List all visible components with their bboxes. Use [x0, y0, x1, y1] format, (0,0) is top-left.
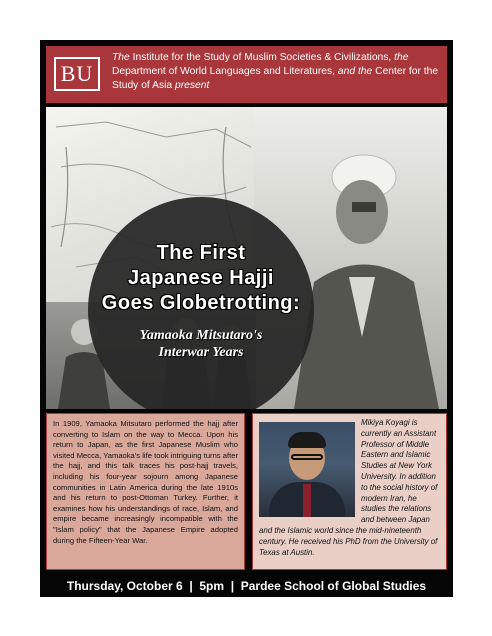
presenters-text — [112, 51, 442, 93]
presenters-text-part: Department of World Languages and Literatures, — [112, 66, 338, 77]
collage-image — [46, 107, 447, 409]
title-circle — [88, 197, 314, 409]
speaker-bio-box — [252, 413, 447, 570]
abstract-box — [46, 413, 245, 570]
presenters-text-part: The — [112, 52, 130, 63]
bu-logo: BU — [54, 57, 100, 91]
presenters-text-part: the — [394, 52, 409, 63]
poster — [40, 40, 453, 609]
title-line-2: Japanese Hajji — [128, 267, 274, 289]
event-address: 121 Bay State Road — [190, 595, 303, 609]
event-subtitle — [88, 327, 314, 361]
event-details — [40, 578, 453, 610]
subtitle-line-1: Yamaoka Mitsutaro's — [139, 328, 263, 343]
presenters-text-part: present — [174, 80, 210, 91]
presenters-text-part: Center for the Study of Asia — [112, 66, 439, 91]
abstract-text: In 1909, Yamaoka Mitsutaro performed the hajj after converting to Islam on the way to Mecca. Upon his return to Japan, as the first Japanese Muslim who visited Mecca, Yamaoka's life took intriguing turns after the hajj, and this talk traces his post-hajj travels, including his four-year sojourn among Japanese communities in Latin America during the late 1910s and his return to post-Ottoman Turkey. Further, it examines how his understandings of race, Islam, and empire became increasingly incompatible with the "Islam policy" that the Japanese Empire adopted during the Fifteen-Year War. — [53, 419, 238, 545]
presenters-text-part: and the — [337, 66, 373, 77]
title-line-1: The First — [156, 242, 246, 264]
header-banner — [46, 46, 447, 103]
title-line-3: Goes Globetrotting: — [101, 292, 301, 314]
speaker-photo — [259, 422, 355, 517]
event-title — [88, 241, 314, 316]
event-date-location: Thursday, October 6 | 5pm | Pardee School of Global Studies — [66, 579, 427, 593]
bio-text: Mikiya Koyagi is currently an Assistant Professor of Middle Eastern and Islamic Studies at New York University. In addition to the social history of modern Iran, he studies the relations and between Japan and the Islamic world since the mid-nineteenth century. He received his PhD from the University of Texas at Austin. — [259, 418, 438, 557]
subtitle-line-2: Interwar Years — [158, 345, 244, 360]
presenters-text-part: Institute for the Study of Muslim Societies & Civilizations, — [129, 52, 395, 63]
